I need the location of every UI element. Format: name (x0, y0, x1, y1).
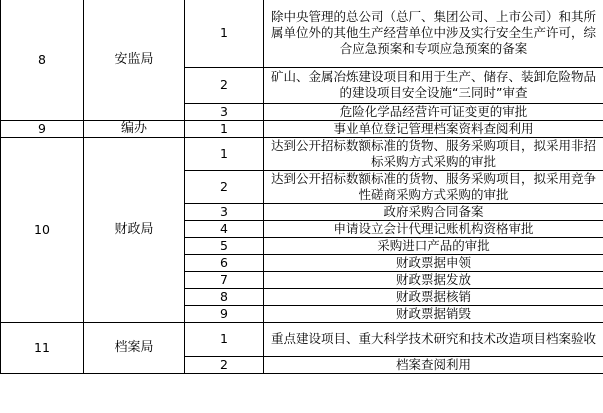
item-description-cell: 采购进口产品的审批 (264, 237, 603, 254)
item-number-cell: 3 (185, 103, 264, 120)
item-number-cell: 9 (185, 305, 264, 322)
group-number-cell: 11 (1, 322, 84, 373)
item-description-cell: 档案查阅利用 (264, 356, 603, 373)
item-number-cell: 2 (185, 67, 264, 103)
item-description-cell: 财政票据申领 (264, 254, 603, 271)
department-name-cell: 编办 (84, 120, 185, 137)
item-number-cell: 3 (185, 203, 264, 220)
item-number-cell: 1 (185, 137, 264, 170)
item-description-cell: 危险化学品经营许可证变更的审批 (264, 103, 603, 120)
department-name-cell: 财政局 (84, 137, 185, 322)
item-description-cell: 申请设立会计代理记账机构资格审批 (264, 220, 603, 237)
item-description-cell: 重点建设项目、重大科学技术研究和技术改造项目档案验收 (264, 322, 603, 356)
item-number-cell: 6 (185, 254, 264, 271)
item-description-cell: 财政票据发放 (264, 271, 603, 288)
table-row (1, 120, 603, 137)
item-description-cell: 矿山、金属冶炼建设项目和用于生产、储存、装卸危险物品的建设项目安全设施“三同时”审查 (264, 67, 603, 103)
item-description-cell: 政府采购合同备案 (264, 203, 603, 220)
item-description-cell: 财政票据销毁 (264, 305, 603, 322)
department-name-cell: 安监局 (84, 0, 185, 120)
group-number-cell: 9 (1, 120, 84, 137)
group-number-cell: 8 (1, 0, 84, 120)
item-number-cell: 1 (185, 120, 264, 137)
item-number-cell: 1 (185, 322, 264, 356)
item-description-cell: 事业单位登记管理档案资料查阅利用 (264, 120, 603, 137)
item-number-cell: 4 (185, 220, 264, 237)
table-body (1, 0, 603, 373)
item-number-cell: 8 (185, 288, 264, 305)
item-number-cell: 5 (185, 237, 264, 254)
item-description-cell: 达到公开招标数额标准的货物、服务采购项目，拟采用竞争性磋商采购方式采购的审批 (264, 170, 603, 203)
group-number-cell: 10 (1, 137, 84, 322)
department-name-cell: 档案局 (84, 322, 185, 373)
table-row (1, 322, 603, 356)
item-description-cell: 财政票据核销 (264, 288, 603, 305)
table-row (1, 0, 603, 67)
item-number-cell: 2 (185, 356, 264, 373)
item-description-cell: 达到公开招标数额标准的货物、服务采购项目，拟采用非招标采购方式采购的审批 (264, 137, 603, 170)
item-number-cell: 2 (185, 170, 264, 203)
table-row (1, 137, 603, 170)
item-description-cell: 除中央管理的总公司（总厂、集团公司、上市公司）和其所属单位外的其他生产经营单位中涉及实行安全生产许可，综合应急预案和专项应急预案的备案 (264, 0, 603, 67)
item-number-cell: 1 (185, 0, 264, 67)
item-number-cell: 7 (185, 271, 264, 288)
